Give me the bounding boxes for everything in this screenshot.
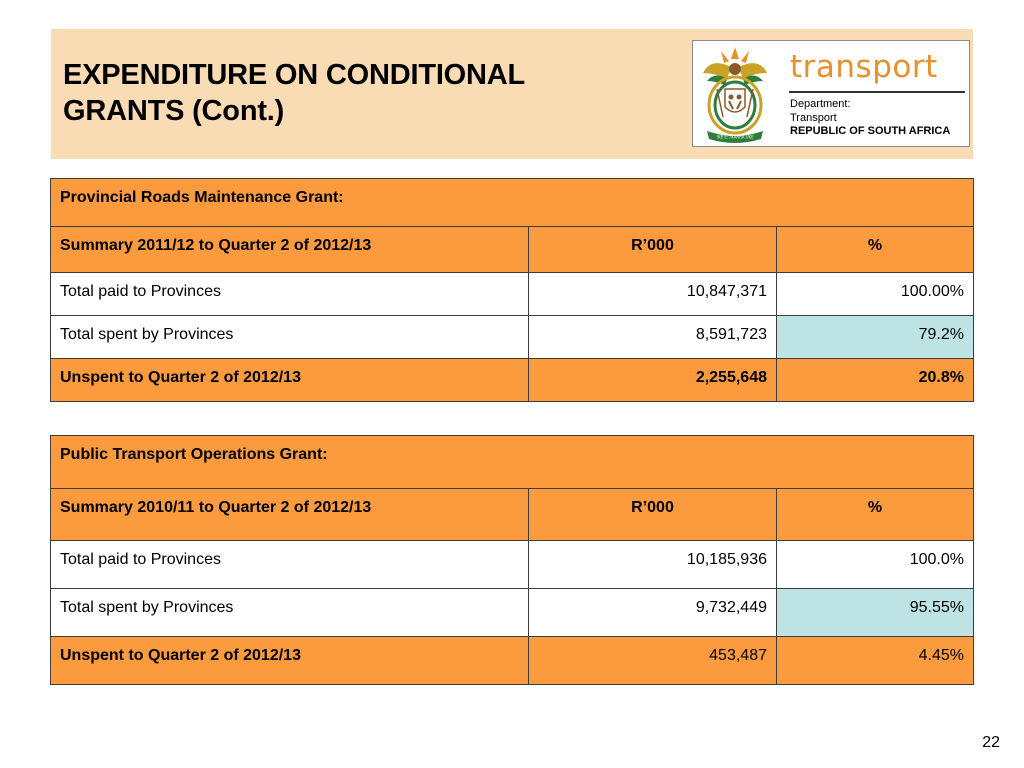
table-header-row (51, 489, 974, 541)
table-title: Provincial Roads Maintenance Grant: (51, 179, 974, 227)
column-header-percent: % (777, 489, 974, 541)
table-row (51, 273, 974, 316)
row-label: Total paid to Provinces (51, 541, 529, 589)
public-transport-table (50, 435, 974, 685)
coat-of-arms-icon (697, 43, 773, 145)
title-line-2: GRANTS (Cont.) (63, 95, 285, 127)
row-percent-highlight: 95.55% (777, 589, 974, 637)
table-row (51, 589, 974, 637)
table-row-total (51, 637, 974, 685)
row-amount: 8,591,723 (529, 316, 777, 359)
row-percent: 20.8% (777, 359, 974, 402)
provincial-roads-table (50, 178, 974, 402)
row-percent: 100.0% (777, 541, 974, 589)
title-line-1: EXPENDITURE ON CONDITIONAL (63, 59, 526, 91)
table-header-row (51, 227, 974, 273)
column-header-summary: Summary 2010/11 to Quarter 2 of 2012/13 (51, 489, 529, 541)
table-row-total (51, 359, 974, 402)
page-number: 22 (982, 734, 1000, 751)
table-title-row (51, 436, 974, 489)
row-amount: 9,732,449 (529, 589, 777, 637)
row-amount: 10,847,371 (529, 273, 777, 316)
row-amount: 2,255,648 (529, 359, 777, 402)
table-title-row (51, 179, 974, 227)
logo-department-label: Department: (790, 98, 851, 110)
column-header-amount: R’000 (529, 489, 777, 541)
row-label: Unspent to Quarter 2 of 2012/13 (51, 359, 529, 402)
table-row (51, 316, 974, 359)
row-amount: 453,487 (529, 637, 777, 685)
table-row (51, 541, 974, 589)
logo-country-name: REPUBLIC OF SOUTH AFRICA (790, 125, 951, 137)
column-header-percent: % (777, 227, 974, 273)
logo-divider (789, 91, 965, 93)
row-amount: 10,185,936 (529, 541, 777, 589)
slide-header (51, 29, 973, 159)
logo-department-name: Transport (790, 112, 837, 124)
row-percent: 4.45% (777, 637, 974, 685)
row-label: Unspent to Quarter 2 of 2012/13 (51, 637, 529, 685)
row-percent-highlight: 79.2% (777, 316, 974, 359)
table-title: Public Transport Operations Grant: (51, 436, 974, 489)
row-label: Total paid to Provinces (51, 273, 529, 316)
row-percent: 100.00% (777, 273, 974, 316)
row-label: Total spent by Provinces (51, 589, 529, 637)
row-label: Total spent by Provinces (51, 316, 529, 359)
crest-motto-text: !KE E: /XARRA //KE (716, 134, 754, 140)
department-logo (692, 40, 970, 147)
logo-wordmark: transport (790, 49, 938, 85)
slide-title (63, 57, 663, 129)
column-header-summary: Summary 2011/12 to Quarter 2 of 2012/13 (51, 227, 529, 273)
column-header-amount: R’000 (529, 227, 777, 273)
